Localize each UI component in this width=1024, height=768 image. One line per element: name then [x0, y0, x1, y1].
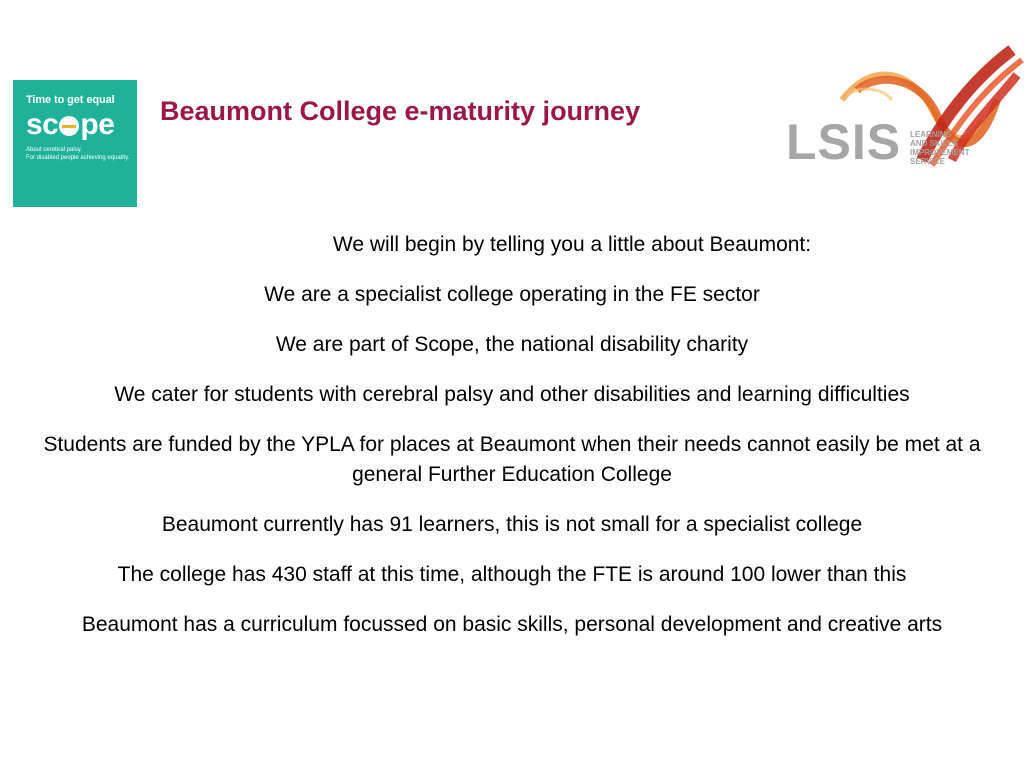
scope-sub-line-2: For disabled people achieving equality.	[26, 155, 130, 161]
paragraph: We are a specialist college operating in the FE sector	[264, 283, 760, 306]
scope-wordmark-start: sc	[26, 108, 59, 141]
lsis-wordmark: LSIS	[786, 114, 902, 170]
scope-logo	[13, 80, 137, 207]
scope-o-equals-icon	[59, 116, 79, 136]
paragraph: Beaumont has a curriculum focussed on basic skills, personal development and creative arts	[81, 613, 943, 636]
paragraph: Beaumont currently has 91 learners, this is not small for a specialist college	[161, 513, 863, 536]
scope-wordmark	[26, 109, 137, 141]
scope-tagline: Time to get equal	[26, 94, 115, 106]
scope-sub-line-1: About cerebral palsy.	[26, 147, 82, 153]
lsis-description	[910, 130, 990, 166]
scope-wordmark-end: pe	[80, 108, 115, 141]
lsis-desc-line: AND SKILLS	[910, 139, 958, 148]
paragraph: We cater for students with cerebral palsy and other disabilities and learning difficulties	[114, 383, 910, 406]
paragraph: The college has 430 staff at this time, although the FTE is around 100 lower than this	[117, 563, 907, 586]
lsis-desc-line: IMPROVEMENT	[910, 148, 970, 157]
slide-title: Beaumont College e-maturity journey	[160, 96, 641, 126]
lsis-logo	[782, 40, 1024, 190]
paragraph-intro: We will begin by telling you a little about Beaumont:	[332, 233, 812, 256]
lsis-desc-line: SERVICE	[910, 157, 945, 166]
lsis-desc-line: LEARNING	[910, 130, 952, 139]
paragraph: Students are funded by the YPLA for places at Beaumont when their needs cannot easily be met at a general Further Education College	[43, 433, 981, 486]
paragraph: We are part of Scope, the national disability charity	[275, 333, 749, 356]
slide-body	[20, 230, 1004, 660]
